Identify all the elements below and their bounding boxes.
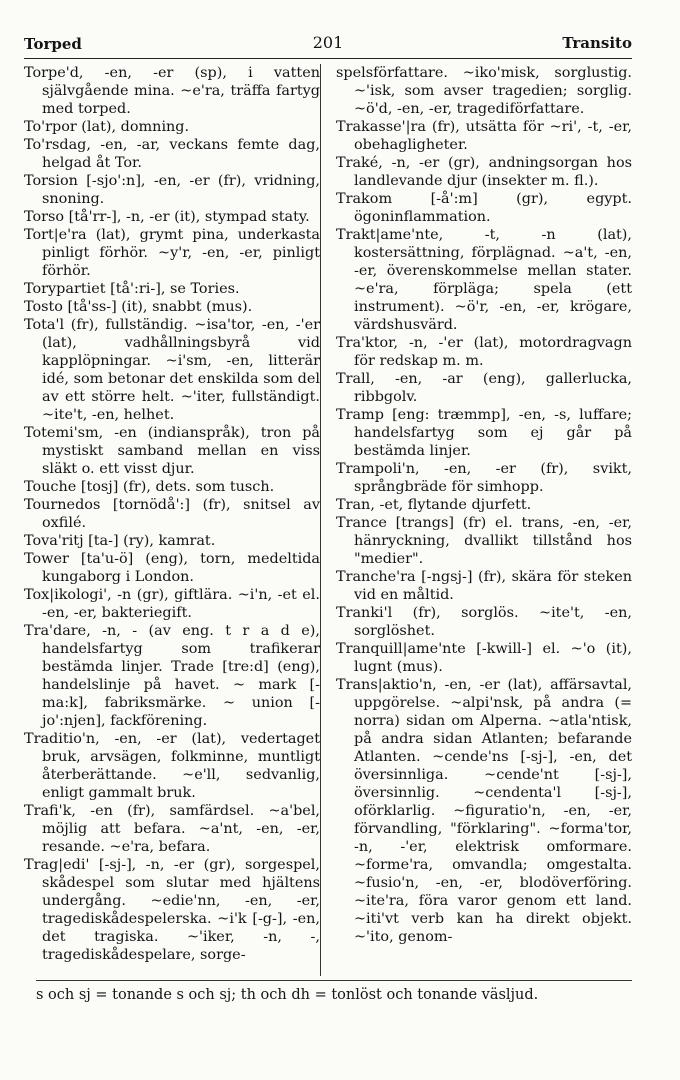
dictionary-entry: Tran, -et, flytande djurfett. <box>336 497 532 513</box>
dictionary-entry: Tota'l (fr), fullständig. ~isa'tor, -en, -'er (lat), vadhållningsbyrå vid kapplöpningar. ~i'sm, -en, litterär idé, som betonar det enskilda som del av ett större helt. ~'iter, fullständigt. ~ite't, -en, helhet. <box>24 317 320 423</box>
dictionary-entry: Tranki'l (fr), sorglös. ~ite't, -en, sorglöshet. <box>336 605 632 639</box>
dictionary-entry: Torypartiet [tå':ri-], se Tories. <box>24 281 240 297</box>
dictionary-entry: Trampoli'n, -en, -er (fr), svikt, språngbräde för simhopp. <box>336 461 632 495</box>
dictionary-entry: Traditio'n, -en, -er (lat), vedertaget bruk, arvsägen, folkminne, muntligt återberättande. ~e'll, sedvanlig, enligt gammalt bruk. <box>24 731 320 801</box>
dictionary-entry: To'rsdag, -en, -ar, veckans femte dag, helgad åt Tor. <box>24 137 320 171</box>
left-column <box>24 64 320 964</box>
dictionary-entry: Tra'ktor, -n, -'er (lat), motordragvagn för redskap m. m. <box>336 335 632 369</box>
dictionary-entry: Trakt|ame'nte, -t, -n (lat), kostersättning, förplägnad. ~a't, -en, -er, överenskommelse mellan stater. ~e'ra, förpläga; spela (ett instrument). ~ö'r, -en, -er, krögare, värdshusvärd. <box>336 227 632 333</box>
page-number: 201 <box>312 33 344 52</box>
dictionary-entry: Trag|edi' [-sj-], -n, -er (gr), sorgespel, skådespel som slutar med hjältens undergång. ~edie'nn, -en, -er, tragediskådespelerska. ~i'k [-g-], -en, det tragiska. ~'iker, -n, -, tragediskådespelare, sorge- <box>24 857 320 963</box>
dictionary-entry: Tower [ta'u-ö] (eng), torn, medeltida kungaborg i London. <box>24 551 320 585</box>
dictionary-entry: Trance [trangs] (fr) el. trans, -en, -er, hänryckning, dvallikt tillstånd hos "medier". <box>336 515 632 567</box>
dictionary-entry: Tranche'ra [-ngsj-] (fr), skära för steken vid en måltid. <box>336 569 632 603</box>
dictionary-entry: Touche [tosj] (fr), dets. som tusch. <box>24 479 275 495</box>
page-header <box>24 32 632 59</box>
dictionary-entry: Trafi'k, -en (fr), samfärdsel. ~a'bel, möjlig att befara. ~a'nt, -en, -er, resande. ~e'ra, befara. <box>24 803 320 855</box>
header-first-entry: Torped <box>24 35 82 53</box>
dictionary-entry: Trakom [-å':m] (gr), egypt. ögoninflammation. <box>336 191 632 225</box>
right-column <box>336 64 632 946</box>
dictionary-entry: To'rpor (lat), domning. <box>24 119 190 135</box>
dictionary-entry: Tournedos [tornödå':] (fr), snitsel av oxfilé. <box>24 497 320 531</box>
column-divider <box>320 64 321 976</box>
dictionary-entry: Tranquill|ame'nte [-kwill-] el. ~'o (it), lugnt (mus). <box>336 641 632 675</box>
dictionary-entry: Traké, -n, -er (gr), andningsorgan hos landlevande djur (insekter m. fl.). <box>336 155 632 189</box>
dictionary-entry: Torsion [-sjo':n], -en, -er (fr), vridning, snoning. <box>24 173 320 207</box>
dictionary-entry: Totemi'sm, -en (indianspråk), tron på mystiskt samband mellan en viss släkt o. ett visst djur. <box>24 425 320 477</box>
dictionary-entry: Tova'ritj [ta-] (ry), kamrat. <box>24 533 216 549</box>
pronunciation-note: s och sj = tonande s och sj; th och dh = tonlöst och tonande väsljud. <box>36 987 539 1003</box>
dictionary-entry: Tra'dare, -n, - (av eng. t r a d e), handelsfartyg som trafikerar bestämda linjer. Trade [tre:d] (eng), handelslinje på havet. ~ mark [- ma:k], fabriksmärke. ~ union [- jo':njen], fackförening. <box>24 623 320 729</box>
dictionary-entry: Trakasse'|ra (fr), utsätta för ~ri', -t, -er, obehagligheter. <box>336 119 632 153</box>
dictionary-entry: spelsförfattare. ~iko'misk, sorglustig. ~'isk, som avser tragedien; sorglig. ~ö'd, -en, -er, tragediförfattare. <box>336 65 632 117</box>
dictionary-entry: Tramp [eng: træmmp], -en, -s, luffare; handelsfartyg som ej går på bestämda linjer. <box>336 407 632 459</box>
dictionary-entry: Torso [tå'rr-], -n, -er (it), stympad staty. <box>24 209 310 225</box>
footer-rule <box>36 980 632 981</box>
dictionary-entry: Trans|aktio'n, -en, -er (lat), affärsavtal, uppgörelse. ~alpi'nsk, på andra (= norra) sidan om Alperna. ~atla'ntisk, på andra sidan Atlanten; befarande Atlanten. ~cende'ns [-sj-], -en, det översinnliga. ~cende'nt [-sj-], översinnlig. ~cendenta'l [-sj-], oförklarlig. ~figuratio'n, -en, -er, förvandling, "förklaring". ~forma'tor, -n, -'er, elektrisk omformare. ~forme'ra, omvandla; omgestalta. ~fusio'n, -en, -er, blodöverföring. ~ite'ra, föra varor genom ett land. ~iti'vt verb kan ha direkt objekt. ~'ito, genom- <box>336 677 632 945</box>
dictionary-entry: Tort|e'ra (lat), grymt pina, underkasta pinligt förhör. ~y'r, -en, -er, pinligt förhör. <box>24 227 320 279</box>
dictionary-entry: Tox|ikologi', -n (gr), giftlära. ~i'n, -et el. -en, -er, bakteriegift. <box>24 587 320 621</box>
dictionary-entry: Trall, -en, -ar (eng), gallerlucka, ribbgolv. <box>336 371 632 405</box>
dictionary-entry: Torpe'd, -en, -er (sp), i vatten självgående mina. ~e'ra, träffa fartyg med torped. <box>24 65 320 117</box>
header-last-entry: Transito <box>562 34 632 52</box>
dictionary-entry: Tosto [tå'ss-] (it), snabbt (mus). <box>24 299 253 315</box>
